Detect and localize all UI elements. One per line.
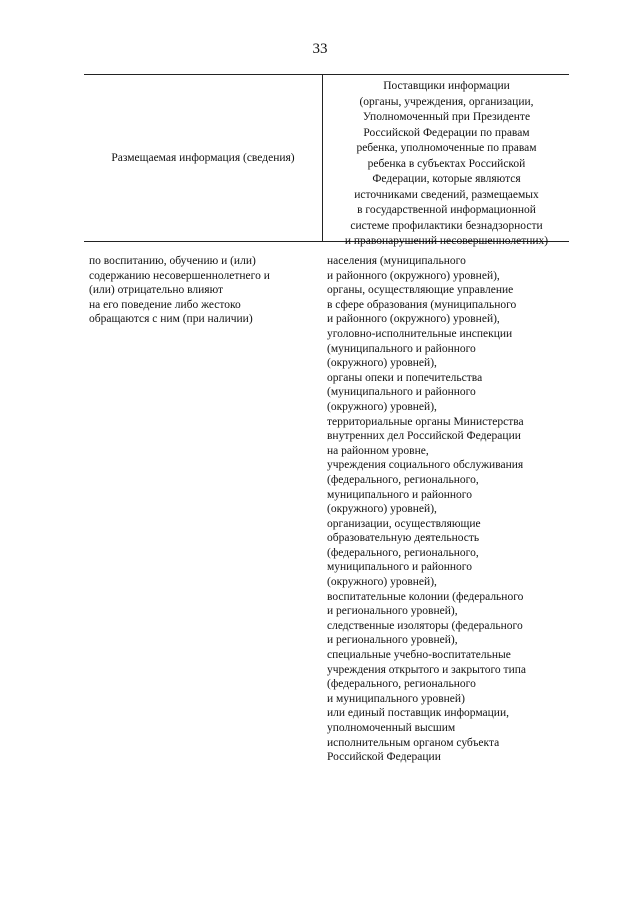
row-right-line: (окружного) уровней),: [327, 357, 437, 370]
row-right-line: органы опеки и попечительства: [327, 371, 483, 384]
row-right-line: или единый поставщик информации,: [327, 707, 509, 720]
row-information-cell: [89, 254, 323, 327]
row-right-line: (муниципального и районного: [327, 386, 476, 399]
header-right-line: (органы, учреждения, организации,: [359, 95, 534, 108]
row-left-line: (или) отрицательно влияют: [89, 284, 224, 297]
row-left-line: обращаются с ним (при наличии): [89, 313, 253, 326]
row-right-line: (окружного) уровней),: [327, 503, 437, 516]
row-right-line: воспитательные колонии (федерального: [327, 590, 524, 603]
row-left-line: содержанию несовершеннолетнего и: [89, 269, 270, 282]
header-column-divider: [322, 74, 323, 241]
page-number: 33: [312, 41, 328, 57]
row-right-line: уполномоченный высшим: [327, 722, 456, 734]
row-right-line: муниципального и районного: [327, 488, 472, 501]
row-right-line: образовательную деятельность: [327, 532, 480, 545]
row-right-line: и регионального уровней),: [327, 634, 458, 647]
row-right-line: и районного (окружного) уровней),: [327, 313, 500, 326]
header-right-line: ребенка, уполномоченные по правам: [356, 142, 537, 154]
row-right-line: Российской Федерации: [327, 751, 441, 764]
column-header-suppliers: [324, 79, 569, 250]
row-right-line: (окружного) уровней),: [327, 400, 437, 413]
column-header-information: [84, 74, 322, 241]
row-left-line: по воспитанию, обучению и (или): [89, 255, 256, 267]
row-right-line: исполнительным органом субъекта: [327, 736, 500, 749]
row-right-line: специальные учебно-воспитательные: [327, 649, 511, 662]
row-right-line: территориальные органы Министерства: [327, 415, 524, 428]
row-right-line: (муниципального и районного: [327, 342, 476, 355]
header-right-line: Федерации, которые являются: [372, 173, 521, 185]
row-right-line: следственные изоляторы (федерального: [327, 619, 523, 632]
row-right-line: в сфере образования (муниципального: [327, 298, 517, 311]
row-right-line: (федерального, регионального,: [327, 473, 479, 486]
row-right-line: организации, осуществляющие: [327, 517, 481, 530]
row-right-line: населения (муниципального: [327, 255, 466, 267]
header-right-line: Российской Федерации по правам: [363, 126, 530, 139]
row-right-line: учреждения социального обслуживания: [327, 459, 524, 472]
row-right-line: муниципального и районного: [327, 561, 472, 574]
row-right-line: внутренних дел Российской Федерации: [327, 430, 521, 443]
row-right-line: уголовно-исполнительные инспекции: [327, 327, 513, 340]
row-right-line: (федерального, регионального,: [327, 546, 479, 559]
header-right-line: Уполномоченный при Президенте: [362, 111, 531, 123]
header-right-line: и правонарушений несовершеннолетних): [344, 235, 549, 247]
column-header-information-text: Размещаемая информация (сведения): [111, 151, 295, 164]
row-right-line: и регионального уровней),: [327, 605, 458, 618]
header-right-line: системе профилактики безнадзорности: [350, 219, 543, 232]
row-right-line: на районном уровне,: [327, 444, 429, 457]
header-right-line: источниками сведений, размещаемых: [354, 188, 539, 201]
row-right-line: органы, осуществляющие управление: [327, 284, 514, 297]
header-right-line: Поставщики информации: [383, 80, 510, 92]
row-right-line: (окружного) уровней),: [327, 576, 437, 589]
row-right-line: учреждения открытого и закрытого типа: [327, 663, 526, 676]
header-right-line: ребенка в субъектах Российской: [367, 157, 526, 170]
row-right-line: и муниципального уровней): [327, 692, 465, 705]
row-left-line: на его поведение либо жестоко: [89, 298, 241, 311]
row-right-line: (федерального, регионального: [327, 678, 476, 691]
header-right-line: в государственной информационной: [357, 204, 536, 216]
row-suppliers-cell: [327, 254, 567, 765]
row-right-line: и районного (окружного) уровней),: [327, 269, 500, 282]
